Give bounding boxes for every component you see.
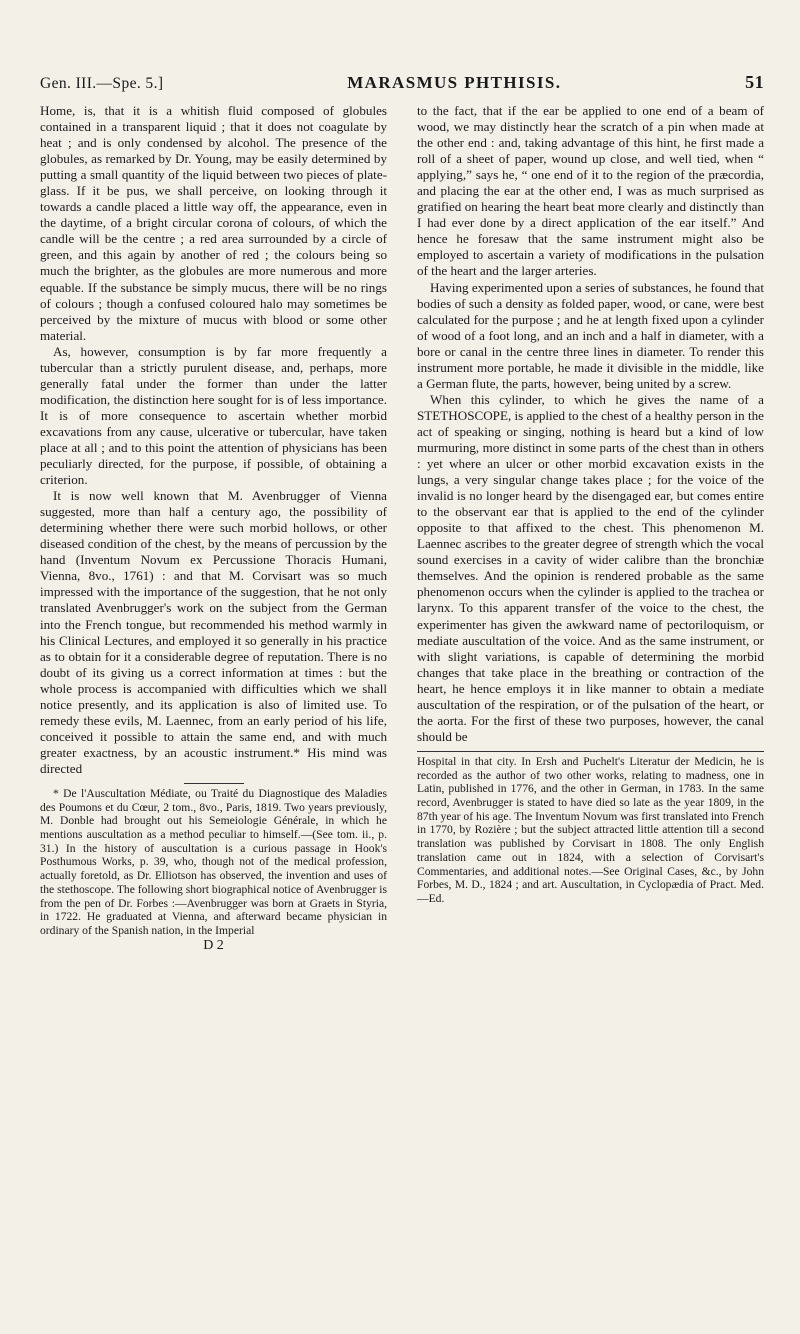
footnote (40, 787, 387, 938)
footnote-text: Hospital in that city. In Ersh and Puchelt's Literatur der Medicin, he is recorded as the author of two other works, relating to madness, one in Latin, published in 1776, and the other in German, in 1783. In the same record, Avenbrugger is stated to have died so late as the year 1809, in the 87th year of his age. The Inventum Novum was first translated into French in 1770, by Rozière ; but the subject attracted little attention till a second translation was published by Corvisart in 1808. The only English translation came out in 1824, with a selection of Corvisart's Commentaries, and additional notes.—See Original Cases, &c., by John Forbes, M. D., 1824 ; and art. Auscultation, in Cyclopædia of Pract. Med.—Ed. (417, 754, 764, 905)
paragraph: to the fact, that if the ear be applied to one end of a beam of wood, we may distinctly hear the scratch of a pin when made at the other end : and, taking advantage of this hint, he first made a roll of a sheet of paper, wound up close, and well tied, when “ applying,” says he, “ one end of it to the region of the præcordia, and placing the ear at the other end, I was as much surprised as gratified on hearing the heart beat more clearly and distinctly than I had ever done by a direct application of the ear itself.” And hence he foresaw that the same instrument might also be employed to ascertain a variety of modifications in the pulsation of the heart and the larger arteries. (417, 103, 764, 279)
signature-mark: D 2 (203, 937, 224, 953)
paragraph: It is now well known that M. Avenbrugger of Vienna suggested, more than half a century ago, the possibility of determining whether there were such morbid hollows, or other diseased condition of the chest, by the means of percussion by the hand (Inventum Novum ex Percussione Thoracis Humani, Vienna, 8vo., 1761) : and that M. Corvisart was so much impressed with the importance of the suggestion, that he not only translated Avenbrugger's work on the subject from the German into the French tongue, but recommended his method warmly in his Clinical Lectures, and employed it so generally in his practice as to obtain for it a considerable degree of reputation. There is no doubt of its giving us a correct information at times : but the whole process is accompanied with difficulties which we shall notice presently, and its application is also of limited use. To remedy these evils, M. Laennec, from an early period of his life, conceived it possible to attain the same end, and with much greater exactness, by an acoustic instrument.* His mind was directed (40, 488, 387, 776)
text-columns (40, 103, 764, 953)
paragraph: Having experimented upon a series of substances, he found that bodies of such a density as folded paper, wood, or cane, were best calculated for the purpose ; and he at length fixed upon a cylinder of wood of a foot long, and an inch and a half in diameter, with a bore or canal in the centre three lines in diameter. To render this instrument more portable, he made it divisible in the middle, like a German flute, the parts, however, being united by a screw. (417, 279, 764, 391)
paragraph: Home, is, that it is a whitish fluid composed of globules contained in a transparent liquid ; that it does not coagulate by heat ; and is only condensed by alcohol. The presence of the globules, as remarked by Dr. Young, may be easily determined by putting a small quantity of the liquid between two pieces of plate-glass. If it be pus, we shall perceive, on looking through it towards a candle placed a little way off, the appearance, even in the daytime, of a bright circular corona of colours, of which the candle will be the centre ; a red area surrounded by a circle of green, and this again by another of red ; the colours being so much the brighter, as the globules are more numerous and more equable. If the substance be simply mucus, there will be no rings of colours ; though a confused coloured halo may sometimes be perceived by the mixture of mucus with blood or some other material. (40, 103, 387, 343)
footnote-divider (184, 783, 244, 784)
paragraph: As, however, consumption is by far more frequently a tubercular than a strictly purulent disease, and, perhaps, more generally fatal under the former than under the latter modification, the distinction here sought for is of less importance. It is of more consequence to ascertain whether morbid excavations from any cause, ulcerative or tubercular, have taken place at all ; and to this point the attention of physicians has been peculiarly directed, for the purpose, if possible, of obtaining a criterion. (40, 343, 387, 488)
paragraph: When this cylinder, to which he gives the name of a STETHOSCOPE, is applied to the chest of a healthy person in the act of speaking or singing, nothing is heard but a kind of low murmuring, more distinct in some parts of the chest than in others : yet where an ulcer or other morbid excavation exists in the lungs, a very singular change takes place ; for the voice of the invalid is no longer heard by the disengaged ear, but comes entire to the observant ear that is applied to the end of the cylinder opposite to that affixed to the chest. This phenomenon M. Laennec ascribes to the greater degree of strength which the vocal sound exercises in a cavity of wider calibre than the bronchiæ themselves. And the opinion is rendered probable as the same phenomenon occurs when the cylinder is applied to the trachea or larynx. To this apparent transfer of the voice to the chest, the experimenter has given the awkward name of pectoriloquism, or mediate auscultation of the voice. And as the same instrument, or with slight variations, is capable of determining the morbid changes that take place in the breathing or contraction of the heart, he hence employs it in like manner to obtain a mediate auscultation of the respiration, or of the pulsation of the heart, or the aorta. For the first of these two purposes, however, the canal should be (417, 391, 764, 744)
page-number: 51 (745, 72, 764, 92)
header-section: Gen. III.—Spe. 5.] (40, 75, 164, 92)
left-column (40, 103, 387, 953)
footnote-divider (417, 751, 764, 752)
header-title: MARASMUS PHTHISIS. (347, 73, 562, 92)
footnote-text: * De l'Auscultation Médiate, ou Traité du Diagnostique des Maladies des Poumons et du Cœur, 2 tom., 8vo., Paris, 1819. Two years previously, M. Donble had brought out his Semeiologie Générale, in which he mentions auscultation as a method peculiar to himself.—(See tom. ii., p. 31.) In the history of auscultation is a curious passage in Hook's Posthumous Works, p. 39, who, though not of the medical profession, actually foretold, as Dr. Elliotson has observed, the invention and uses of the stethoscope. The following short biographical notice of Avenbrugger is from the pen of Dr. Forbes :—Avenbrugger was born at Graets in Styria, in 1722. He graduated at Vienna, and afterward became physician in ordinary of the Spanish nation, in the Imperial (40, 786, 387, 937)
footnote-continued (417, 755, 764, 906)
running-header (40, 72, 764, 94)
right-column (417, 103, 764, 953)
